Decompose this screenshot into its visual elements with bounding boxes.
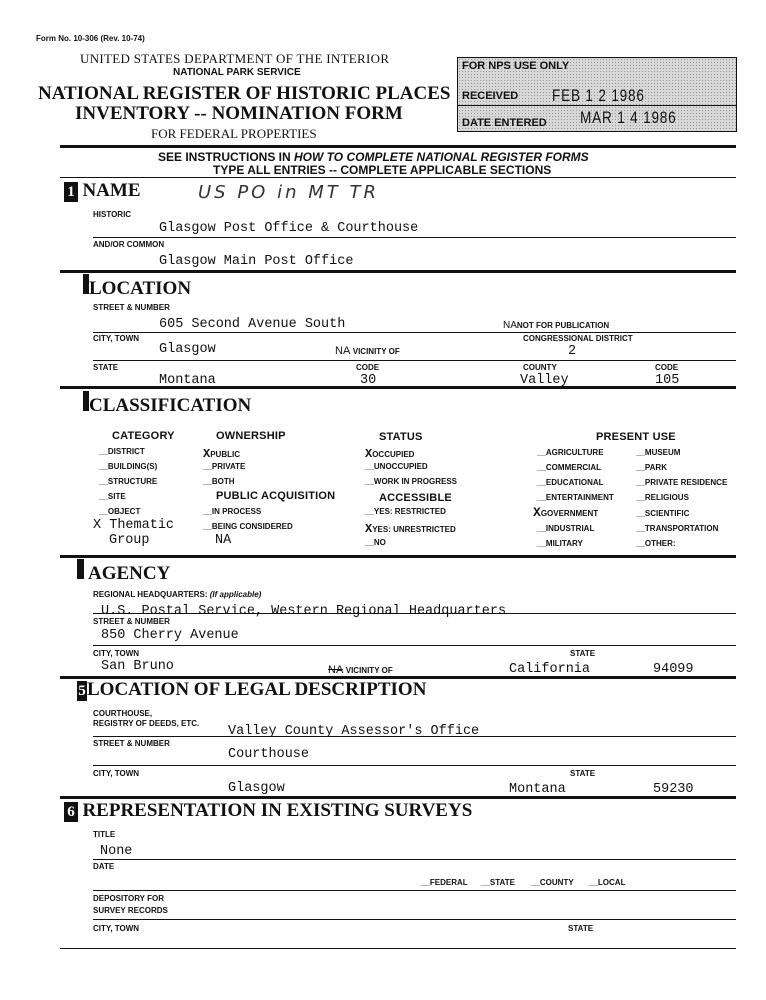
regional-hq-label: REGIONAL HEADQUARTERS: (If applicable) (93, 590, 262, 599)
category-object: __OBJECT (99, 507, 141, 516)
date-entered-stamp: MAR 1 4 1986 (580, 108, 677, 127)
legal-city-label: CITY, TOWN (93, 769, 140, 778)
level-federal: __FEDERAL (421, 878, 468, 887)
level-state: __STATE (481, 878, 515, 887)
form-title-line1: NATIONAL REGISTER OF HISTORIC PLACES (38, 83, 451, 104)
agency-city-label: CITY, TOWN (93, 649, 140, 658)
level-county: __COUNTY (531, 878, 574, 887)
legal-street-value: Courthouse (228, 747, 310, 762)
courthouse-label: COURTHOUSE, (93, 709, 153, 718)
use-museum: __MUSEUM (636, 448, 681, 457)
registry-label: REGISTRY OF DEEDS, ETC. (93, 719, 200, 728)
received-stamp: FEB 1 2 1986 (552, 86, 645, 105)
section-title: LOCATION (89, 278, 192, 299)
use-industrial: __INDUSTRIAL (537, 524, 595, 533)
section-number: 1 (64, 182, 78, 202)
service-name: NATIONAL PARK SERVICE (173, 67, 301, 78)
legal-zip-value: 59230 (653, 782, 694, 797)
section-title: CLASSIFICATION (89, 395, 252, 416)
use-government: XGOVERNMENT (533, 505, 599, 520)
category-structure: __STRUCTURE (99, 477, 158, 486)
category-buildings: __BUILDING(S) (99, 462, 158, 471)
agency-city-value: San Bruno (101, 659, 174, 674)
regional-hq-value: U.S. Postal Service, Western Regional Headquarters (101, 604, 507, 619)
section-legal-description-heading (77, 679, 426, 701)
form-title-line2: INVENTORY -- NOMINATION FORM (75, 103, 403, 124)
use-educational: __EDUCATIONAL (537, 478, 604, 487)
historic-label: HISTORIC (93, 210, 132, 219)
present-use-heading: PRESENT USE (596, 431, 676, 443)
status-occupied: XOCCUPIED (365, 447, 415, 461)
state-code-value: 30 (360, 373, 377, 388)
legal-street-label: STREET & NUMBER (93, 739, 170, 748)
use-agriculture: __AGRICULTURE (537, 448, 604, 457)
legal-state-value: Montana (509, 782, 566, 797)
survey-city-label: CITY, TOWN (93, 924, 140, 933)
use-private-residence: __PRIVATE RESIDENCE (636, 478, 728, 487)
section-agency-heading (77, 559, 170, 585)
congressional-district-label: CONGRESSIONAL DISTRICT (523, 334, 633, 343)
level-local: __LOCAL (589, 878, 626, 887)
section-number: 6 (64, 802, 78, 822)
category-heading: CATEGORY (112, 430, 175, 442)
street-value: 605 Second Avenue South (159, 317, 346, 332)
code-label: CODE (356, 363, 380, 372)
survey-title-value: None (100, 844, 133, 859)
received-label: RECEIVED (462, 90, 519, 102)
use-commercial: __COMMERCIAL (537, 463, 602, 472)
legal-state-label: STATE (570, 769, 596, 778)
state-label: STATE (93, 363, 119, 372)
use-park: __PARK (636, 463, 667, 472)
agency-state-value: California (509, 662, 591, 677)
street-label: STREET & NUMBER (93, 303, 170, 312)
section-location-heading (83, 274, 191, 300)
county-code-value: 105 (655, 373, 680, 388)
section-title: NAME (82, 180, 141, 201)
category-group: Group (109, 533, 150, 548)
section-title: REPRESENTATION IN EXISTING SURVEYS (82, 800, 473, 821)
depository-label: DEPOSITORY FOR (93, 894, 164, 903)
nps-use-box (457, 57, 737, 132)
category-district: __DISTRICT (99, 447, 145, 456)
nps-box-title: FOR NPS USE ONLY (462, 60, 570, 72)
date-entered-label: DATE ENTERED (462, 117, 547, 129)
agency-vicinity: NA VICINITY OF (328, 664, 393, 676)
historic-name-value: Glasgow Post Office & Courthouse (159, 221, 419, 236)
state-value: Montana (159, 373, 216, 388)
ownership-heading: OWNERSHIP (216, 430, 286, 442)
section-title: AGENCY (88, 563, 171, 584)
use-transportation: __TRANSPORTATION (636, 524, 719, 533)
survey-date-label: DATE (93, 862, 115, 871)
access-unrestricted: XYES: UNRESTRICTED (365, 522, 456, 536)
not-for-publication: NANOT FOR PUBLICATION (503, 320, 610, 331)
acquisition-heading: PUBLIC ACQUISITION (216, 490, 336, 502)
survey-records-label: SURVEY RECORDS (93, 906, 168, 915)
department-name: UNITED STATES DEPARTMENT OF THE INTERIOR (80, 51, 390, 66)
common-name-label: AND/OR COMMON (93, 240, 165, 249)
agency-zip-value: 94099 (653, 662, 694, 677)
section-name-heading (64, 180, 141, 202)
courthouse-value: Valley County Assessor's Office (228, 724, 480, 739)
accessible-heading: ACCESSIBLE (379, 492, 452, 504)
section-surveys-heading (64, 800, 472, 822)
legal-city-value: Glasgow (228, 781, 285, 796)
agency-street-value: 850 Cherry Avenue (101, 628, 239, 643)
form-number: Form No. 10-306 (Rev. 10-74) (36, 34, 145, 43)
access-no: __NO (365, 538, 386, 547)
agency-street-label: STREET & NUMBER (93, 617, 170, 626)
section-number: 5 (78, 683, 86, 699)
category-site: __SITE (99, 492, 126, 501)
survey-title-label: TITLE (93, 830, 116, 839)
use-other: __OTHER: (636, 539, 676, 548)
status-unoccupied: __UNOCCUPIED (365, 462, 428, 471)
acq-value: NA (215, 533, 232, 548)
instructions-line1: SEE INSTRUCTIONS IN HOW TO COMPLETE NATIONAL REGISTER FORMS (158, 150, 589, 164)
city-value: Glasgow (159, 342, 216, 357)
acq-being-considered: __BEING CONSIDERED (203, 522, 293, 531)
category-thematic: X Thematic (93, 518, 175, 533)
county-code-label: CODE (655, 363, 679, 372)
instructions-line2: TYPE ALL ENTRIES -- COMPLETE APPLICABLE SECTIONS (213, 163, 552, 177)
use-scientific: __SCIENTIFIC (636, 509, 690, 518)
county-label: COUNTY (523, 363, 557, 372)
county-value: Valley (520, 373, 569, 388)
access-restricted: __YES: RESTRICTED (365, 507, 446, 516)
handwritten-annotation: US PO in MT TR (198, 182, 379, 203)
ownership-both: __BOTH (203, 477, 235, 486)
vicinity: NA VICINITY OF (335, 345, 400, 357)
section-title: LOCATION OF LEGAL DESCRIPTION (87, 679, 427, 700)
form-title-line3: FOR FEDERAL PROPERTIES (151, 126, 317, 141)
status-heading: STATUS (379, 431, 423, 443)
congressional-district-value: 2 (568, 344, 577, 359)
agency-state-label: STATE (570, 649, 596, 658)
city-label: CITY, TOWN (93, 334, 140, 343)
use-religious: __RELIGIOUS (636, 493, 689, 502)
ownership-public: XPUBLIC (203, 447, 240, 461)
use-military: __MILITARY (537, 539, 583, 548)
use-entertainment: __ENTERTAINMENT (537, 493, 614, 502)
status-work-in-progress: __WORK IN PROGRESS (365, 477, 458, 486)
survey-state-label: STATE (568, 924, 594, 933)
common-name-value: Glasgow Main Post Office (159, 254, 354, 269)
acq-in-process: __IN PROCESS (203, 507, 262, 516)
section-classification-heading (83, 391, 251, 417)
ownership-private: __PRIVATE (203, 462, 246, 471)
header-rule (60, 145, 736, 148)
